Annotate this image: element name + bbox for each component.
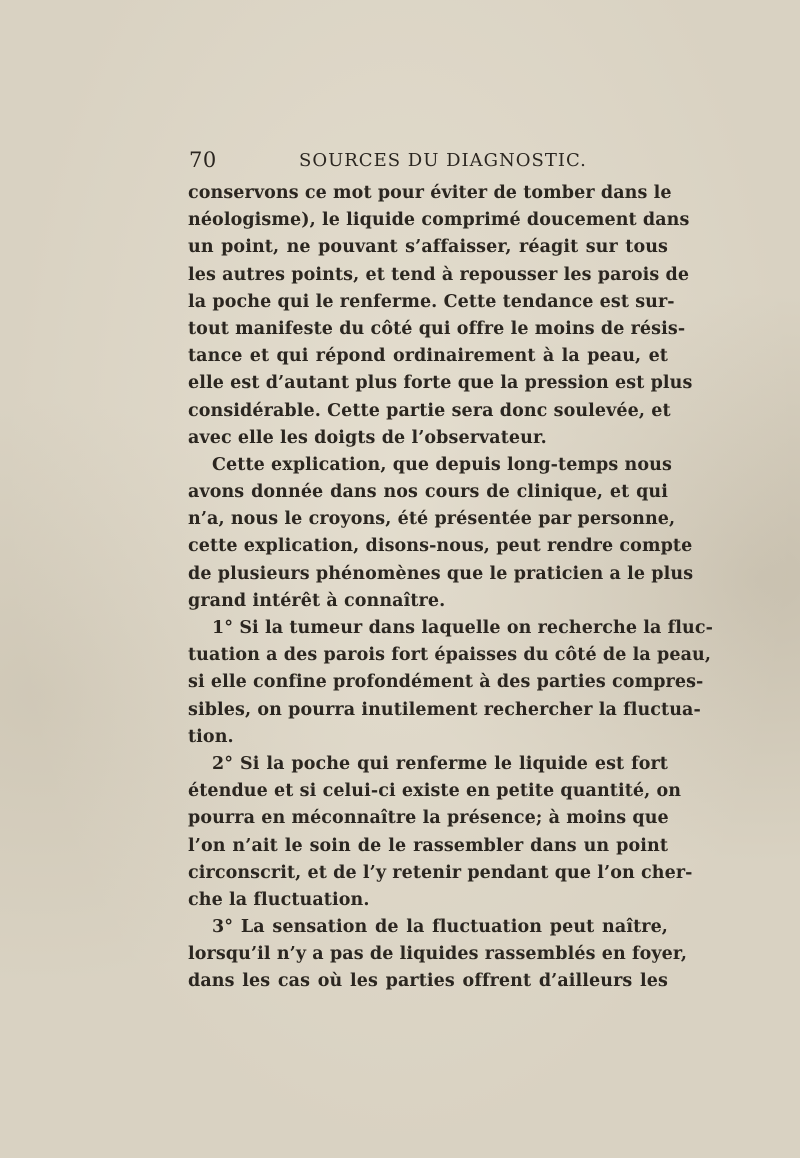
text-line: 1° Si la tumeur dans laquelle on recherche la fluc-: [212, 618, 713, 638]
running-title: SOURCES DU DIAGNOSTIC.: [299, 150, 587, 171]
text-line: étendue et si celui-ci existe en petite quantité, on: [188, 781, 682, 802]
text-line: che la fluctuation.: [188, 889, 370, 910]
text-line: un point, ne pouvant s’affaisser, réagit sur tous: [188, 237, 668, 258]
text-line: avec elle les doigts de l’observateur.: [188, 427, 547, 448]
text-line: 2° Si la poche qui renferme le liquide est fort: [212, 753, 668, 774]
text-line: si elle confine profondément à des parties compres-: [188, 672, 704, 693]
text-line: considérable. Cette partie sera donc soulevée, et: [188, 400, 671, 421]
text-line: cette explication, disons-nous, peut rendre compte: [188, 536, 693, 557]
text-line: tout manifeste du côté qui offre le moins de résis-: [188, 318, 686, 339]
text-line: la poche qui le renferme. Cette tendance est sur-: [188, 291, 675, 312]
text-line: tion.: [188, 726, 234, 747]
text-line: sibles, on pourra inutilement rechercher la fluctua-: [188, 699, 701, 720]
text-line: tance et qui répond ordinairement à la peau, et: [188, 346, 668, 367]
text-line: n’a, nous le croyons, été présentée par personne,: [188, 509, 676, 530]
text-line: lorsqu’il n’y a pas de liquides rassemblés en foyer,: [188, 944, 688, 965]
text-line: elle est d’autant plus forte que la pression est plus: [188, 373, 693, 394]
text-line: néologisme), le liquide comprimé doucement dans: [188, 210, 690, 231]
text-line: tuation a des parois fort épaisses du côté de la peau,: [188, 645, 712, 666]
text-line: de plusieurs phénomènes que le praticien a le plus: [188, 563, 694, 584]
page-number: 70: [189, 148, 217, 172]
text-line: dans les cas où les parties offrent d’ailleurs les: [188, 971, 668, 992]
text-line: les autres points, et tend à repousser les parois de: [188, 264, 690, 285]
text-line: 3° La sensation de la fluctuation peut naître,: [212, 917, 668, 938]
body-text: [188, 180, 713, 996]
text-line: grand intérêt à connaître.: [188, 590, 446, 611]
text-line: circonscrit, et de l’y retenir pendant que l’on cher-: [188, 862, 693, 883]
text-line: pourra en méconnaître la présence; à moins que: [188, 808, 669, 829]
running-head: [189, 148, 669, 178]
text-line: avons donnée dans nos cours de clinique, et qui: [188, 482, 668, 503]
text-line: Cette explication, que depuis long-temps nous: [212, 454, 672, 475]
text-line: l’on n’ait le soin de le rassembler dans un point: [188, 835, 668, 856]
text-line: conservons ce mot pour éviter de tomber dans le: [188, 183, 672, 203]
